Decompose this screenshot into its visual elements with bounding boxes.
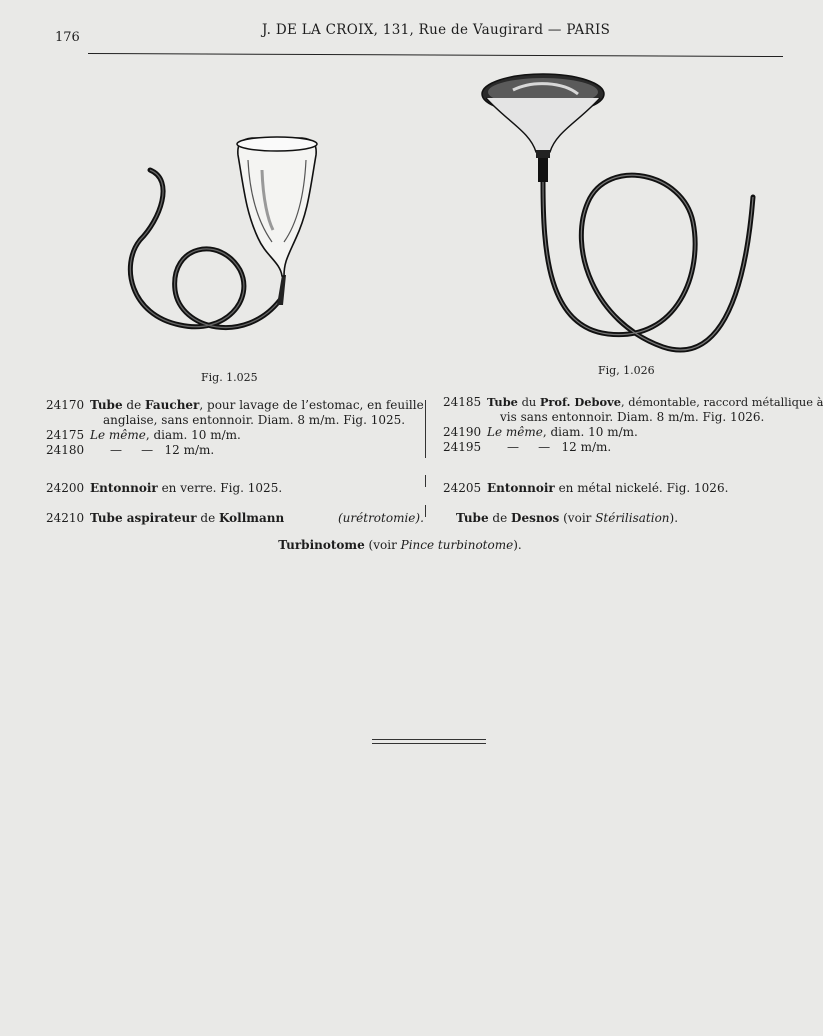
faucher-tube-illustration	[120, 130, 330, 360]
item-number: 24205	[443, 481, 482, 495]
item-description: Le même, diam. 10 m/m.	[487, 425, 638, 439]
entry-24190	[443, 425, 793, 440]
item-description-continued: anglaise, sans entonnoir. Diam. 8 m/m. Fig. 1025.	[103, 413, 406, 427]
item-description: Entonnoir en verre. Fig. 1025.	[90, 481, 283, 495]
entry-24180	[46, 443, 421, 458]
entry-desnos	[443, 511, 793, 526]
item-description-continued: vis sans entonnoir. Diam. 8 m/m. Fig. 1026.	[500, 410, 765, 424]
item-number: 24210	[46, 511, 85, 525]
header-title: J. DE LA CROIX, 131, Rue de Vaugirard — PARIS	[262, 22, 611, 38]
item-description: Tube du Prof. Debove, démontable, raccord métallique à	[487, 395, 823, 409]
fig-1026-caption: Fig, 1.026	[598, 364, 655, 377]
end-rule-bottom	[372, 743, 486, 744]
item-description: Tube de Desnos (voir Stérilisation).	[456, 511, 679, 525]
column-separator	[425, 505, 426, 517]
page-number: 176	[55, 30, 80, 45]
item-note: (urétrotomie).	[338, 511, 424, 525]
left-column	[46, 398, 424, 526]
end-rule-top	[372, 739, 486, 740]
entry-24195	[443, 440, 793, 455]
column-separator	[425, 400, 426, 458]
entry-24205	[443, 481, 793, 496]
entry-24210	[46, 511, 424, 526]
entry-24170-continued	[46, 413, 421, 428]
entry-24175	[46, 428, 421, 443]
item-description: Le même, diam. 10 m/m.	[90, 428, 241, 442]
item-description: Tube aspirateur de Kollmann	[90, 511, 285, 525]
item-number: 24190	[443, 425, 482, 439]
item-number: 24185	[443, 395, 482, 409]
right-column	[443, 395, 823, 526]
page-header	[0, 22, 800, 48]
fig-1025-caption: Fig. 1.025	[201, 371, 258, 384]
item-number: 24195	[443, 440, 482, 454]
item-number: 24200	[46, 481, 85, 495]
entry-24185	[443, 395, 823, 410]
turbinotome-reference: Turbinotome (voir Pince turbinotome).	[278, 538, 522, 552]
debove-tube-illustration	[478, 72, 768, 362]
item-number: 24170	[46, 398, 85, 412]
item-description: Tube de Faucher, pour lavage de l’estomac, en feuille	[90, 398, 424, 412]
entry-24170	[46, 398, 424, 413]
column-separator	[425, 475, 426, 487]
item-description: — — 12 m/m.	[507, 440, 612, 454]
entry-24185-continued	[443, 410, 793, 425]
item-number: 24180	[46, 443, 85, 457]
item-description: — — 12 m/m.	[110, 443, 215, 457]
item-number: 24175	[46, 428, 85, 442]
entry-24200	[46, 481, 421, 496]
header-rule	[88, 53, 783, 57]
item-description: Entonnoir en métal nickelé. Fig. 1026.	[487, 481, 729, 495]
